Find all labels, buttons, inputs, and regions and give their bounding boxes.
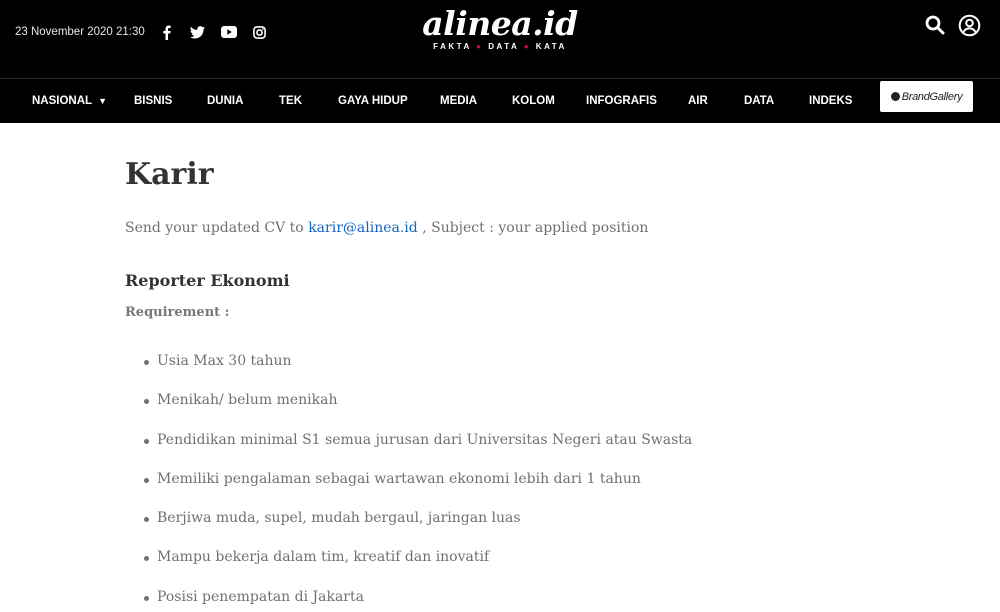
nav-item-air[interactable]: AIR (688, 95, 708, 107)
list-item: Mampu bekerja dalam tim, kreatif dan inovatif (125, 549, 692, 588)
facebook-icon[interactable] (160, 22, 172, 42)
nav-item-dunia[interactable]: DUNIA (207, 95, 244, 107)
brand-gallery-label: BrandGallery (901, 90, 963, 103)
email-link[interactable]: karir@alinea.id (308, 220, 418, 236)
list-item: Berjiwa muda, supel, mudah bergaul, jaringan luas (125, 510, 692, 549)
nav-item-infografis[interactable]: INFOGRAFIS (586, 95, 657, 107)
youtube-icon[interactable] (220, 22, 237, 42)
page-title: Karir (125, 157, 214, 192)
instagram-icon[interactable] (252, 22, 266, 42)
nav-item-bisnis[interactable]: BISNIS (134, 95, 173, 107)
brand-gallery-button[interactable] (880, 81, 973, 112)
chevron-down-icon: ▼ (98, 96, 107, 106)
nav-item-media[interactable]: MEDIA (440, 95, 478, 107)
logo-tagline: FAKTA ● DATA ● KATA (433, 42, 567, 51)
list-item: Usia Max 30 tahun (125, 353, 692, 392)
nav-item-tek[interactable]: TEK (279, 95, 302, 107)
user-account-icon[interactable] (958, 14, 980, 36)
nav-item-nasional[interactable]: NASIONAL ▼ (32, 95, 107, 107)
intro-text: Send your updated CV to karir@alinea.id , Subject : your applied position (125, 220, 649, 236)
nav-item-kolom[interactable]: KOLOM (512, 95, 555, 107)
list-item: Pendidikan minimal S1 semua jurusan dari Universitas Negeri atau Swasta (125, 432, 692, 471)
twitter-icon[interactable] (189, 22, 205, 42)
requirement-label: Requirement : (125, 305, 230, 320)
list-item: Menikah/ belum menikah (125, 392, 692, 431)
current-date: 23 November 2020 21:30 (15, 26, 145, 38)
list-item: Posisi penempatan di Jakarta (125, 589, 692, 612)
nav-item-data[interactable]: DATA (744, 95, 775, 107)
logo-wordmark: alinea.id (422, 4, 578, 43)
main-navigation (0, 78, 1000, 123)
requirement-list (125, 353, 692, 612)
nav-item-indeks[interactable]: INDEKS (809, 95, 853, 107)
job-title: Reporter Ekonomi (125, 271, 290, 290)
site-logo[interactable] (410, 4, 590, 54)
nav-item-gaya-hidup[interactable]: GAYA HIDUP (338, 95, 408, 107)
top-header (0, 0, 1000, 78)
list-item: Memiliki pengalaman sebagai wartawan ekonomi lebih dari 1 tahun (125, 471, 692, 510)
brand-gallery-icon (891, 92, 900, 101)
search-icon[interactable] (924, 14, 946, 36)
